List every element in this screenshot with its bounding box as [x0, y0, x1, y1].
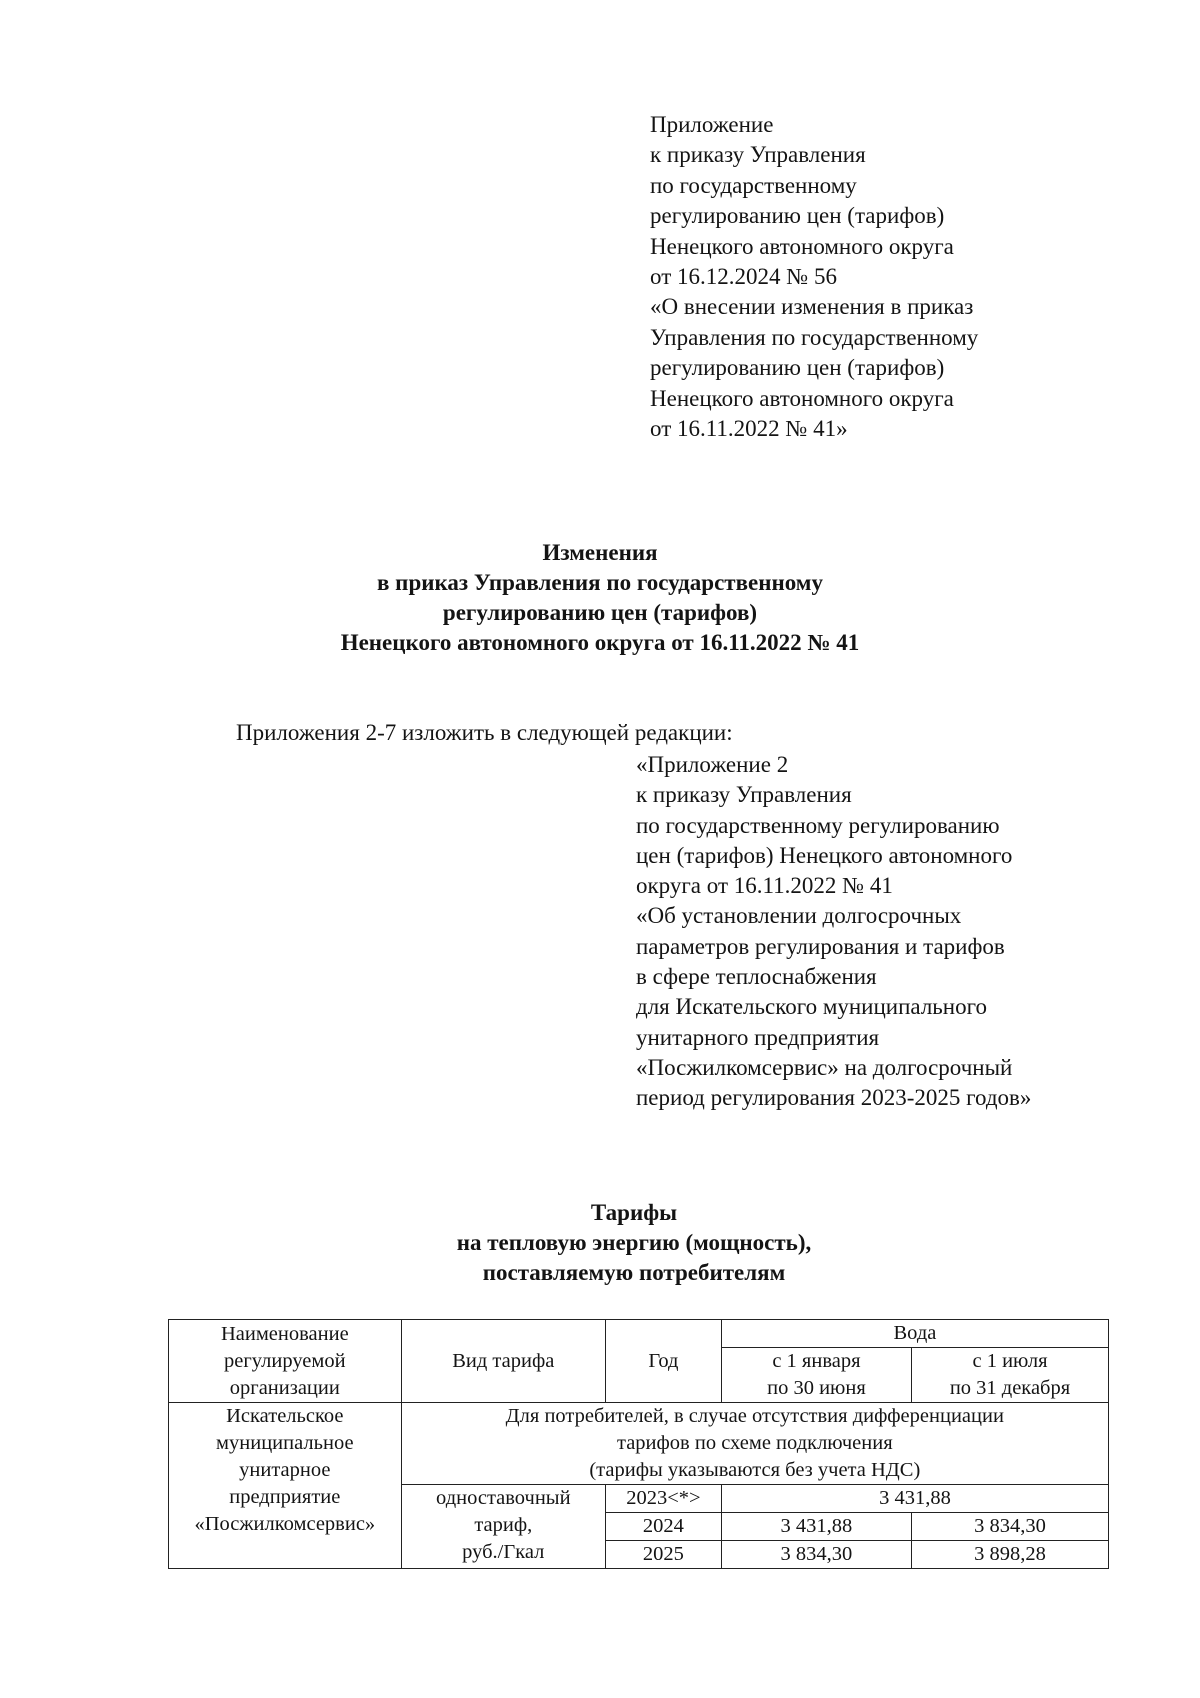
appendix2-header-line: «Приложение 2	[636, 752, 789, 777]
appendix-header-line: от 16.11.2022 № 41»	[650, 416, 848, 442]
appendix-header-line: от 16.12.2024 № 56	[650, 264, 837, 290]
year-cell: 2024	[605, 1513, 721, 1541]
tariffs-title-line: на тепловую энергию (мощность),	[456, 1230, 812, 1255]
tariffs-title	[0, 1198, 1200, 1288]
header-half2	[911, 1348, 1108, 1403]
appendix-header-line: к приказу Управления	[650, 142, 866, 168]
header-half2-line: по 31 декабря	[949, 1377, 1071, 1399]
value-cell-merged: 3 431,88	[721, 1485, 1108, 1513]
org-name-line: предприятие	[229, 1486, 341, 1508]
org-name-line: муниципальное	[216, 1432, 354, 1454]
table-row	[169, 1403, 1109, 1485]
consumer-note-line: Для потребителей, в случае отсутствия дифференциации	[505, 1405, 1004, 1427]
year-cell: 2023<*>	[605, 1485, 721, 1513]
appendix-header	[650, 110, 978, 444]
header-org	[169, 1320, 402, 1403]
appendix-header-line: по государственному	[650, 172, 857, 198]
header-water: Вода	[721, 1320, 1108, 1348]
changes-title-line: в приказ Управления по государственному	[377, 570, 823, 595]
org-name-line: Искательское	[226, 1405, 344, 1427]
appendix2-header-line: к приказу Управления	[636, 782, 852, 808]
appendix2-header-line: период регулирования 2023-2025 годов»	[636, 1085, 1032, 1111]
header-org-line: регулируемой	[224, 1349, 346, 1372]
appendix2-header-line: унитарного предприятия	[636, 1024, 880, 1050]
tariffs-title-line: поставляемую потребителям	[482, 1260, 786, 1285]
header-org-line: организации	[229, 1376, 340, 1399]
value-cell-half2: 3 898,28	[911, 1541, 1108, 1569]
intro-text: Приложения 2-7 изложить в следующей редакции:	[236, 720, 733, 745]
appendix-header-line: Ненецкого автономного округа	[650, 385, 954, 411]
header-half1-line: по 30 июня	[767, 1377, 866, 1399]
appendix2-header-line: цен (тарифов) Ненецкого автономного	[636, 842, 1013, 868]
changes-title-line: Изменения	[542, 540, 658, 565]
changes-title-line: регулированию цен (тарифов)	[442, 600, 758, 625]
changes-title	[0, 538, 1200, 658]
appendix2-header-line: параметров регулирования и тарифов	[636, 933, 1005, 959]
tariffs-table	[168, 1319, 1109, 1569]
consumer-note	[401, 1403, 1108, 1485]
appendix2-header-line: в сфере теплоснабжения	[636, 964, 877, 990]
value-cell-half1: 3 834,30	[721, 1541, 911, 1569]
consumer-note-line: тарифов по схеме подключения	[616, 1432, 893, 1454]
appendix2-header-line: по государственному регулированию	[636, 812, 1000, 838]
year-cell: 2025	[605, 1541, 721, 1569]
org-name-cell	[169, 1403, 402, 1569]
appendix2-header	[636, 750, 1031, 1114]
value-cell-half1: 3 431,88	[721, 1513, 911, 1541]
appendix2-header-line: «Посжилкомсервис» на долгосрочный	[636, 1054, 1013, 1080]
header-tariff-type: Вид тарифа	[401, 1320, 605, 1403]
table-header-row	[169, 1320, 1109, 1348]
value-cell-half2: 3 834,30	[911, 1513, 1108, 1541]
tariff-type-cell	[401, 1485, 605, 1569]
appendix-header-line: Управления по государственному	[650, 324, 979, 350]
org-name-line: унитарное	[239, 1459, 331, 1481]
appendix2-header-line: округа от 16.11.2022 № 41	[636, 873, 893, 899]
appendix-header-line: регулированию цен (тарифов)	[650, 203, 945, 229]
appendix2-header-line: «Об установлении долгосрочных	[636, 903, 962, 929]
tariffs-title-line: Тарифы	[590, 1200, 678, 1225]
appendix-header-line: «О внесении изменения в приказ	[650, 294, 974, 320]
appendix-header-line: регулированию цен (тарифов)	[650, 355, 945, 381]
header-year: Год	[605, 1320, 721, 1403]
tariff-type-line: одноставочный	[436, 1487, 571, 1509]
appendix-header-line: Приложение	[650, 112, 774, 137]
appendix2-header-line: для Искательского муниципального	[636, 994, 987, 1020]
changes-title-line: Ненецкого автономного округа от 16.11.2022 № 41	[340, 630, 860, 655]
tariff-type-line: тариф,	[474, 1514, 533, 1536]
appendix-header-line: Ненецкого автономного округа	[650, 233, 954, 259]
header-half1	[721, 1348, 911, 1403]
header-half1-line: с 1 января	[772, 1350, 861, 1372]
org-name-line: «Посжилкомсервис»	[194, 1513, 376, 1535]
header-half2-line: с 1 июля	[972, 1350, 1048, 1372]
header-org-line: Наименование	[220, 1322, 349, 1345]
tariff-type-line: руб./Гкал	[462, 1541, 545, 1563]
consumer-note-line: (тарифы указываются без учета НДС)	[589, 1459, 921, 1481]
